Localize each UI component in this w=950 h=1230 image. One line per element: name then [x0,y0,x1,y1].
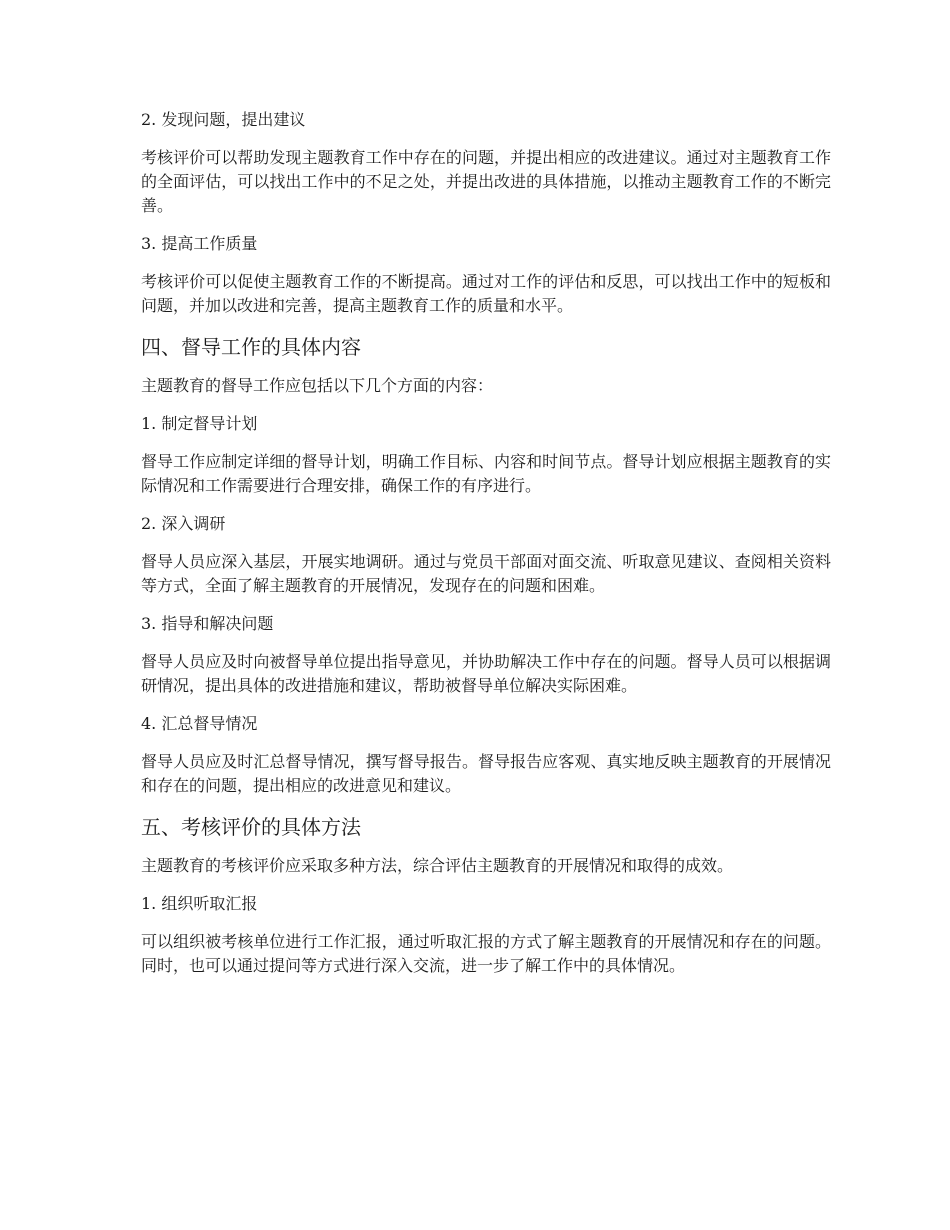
subheading-improve-quality: 3. 提高工作质量 [141,234,258,253]
section-heading-supervision-content: 四、督导工作的具体内容 [141,335,361,359]
section-heading-evaluation-methods: 五、考核评价的具体方法 [141,815,361,839]
paragraph: 督导人员应及时汇总督导情况，撰写督导报告。督导报告应客观、真实地反映主题教育的开展情况和存在的问题，提出相应的改进意见和建议。 [141,752,831,795]
paragraph: 考核评价可以促使主题教育工作的不断提高。通过对工作的评估和反思，可以找出工作中的短板和问题，并加以改进和完善，提高主题教育工作的质量和水平。 [141,272,831,315]
subheading-summarize: 4. 汇总督导情况 [141,714,258,733]
subheading-in-depth-research: 2. 深入调研 [141,514,226,533]
document-page [141,108,831,992]
paragraph: 督导人员应及时向被督导单位提出指导意见，并协助解决工作中存在的问题。督导人员可以根据调研情况，提出具体的改进措施和建议，帮助被督导单位解决实际困难。 [141,652,831,695]
paragraph: 主题教育的督导工作应包括以下几个方面的内容： [141,376,494,395]
subheading-hear-reports: 1. 组织听取汇报 [141,894,258,913]
paragraph: 考核评价可以帮助发现主题教育工作中存在的问题，并提出相应的改进建议。通过对主题教育工作的全面评估，可以找出工作中的不足之处，并提出改进的具体措施，以推动主题教育工作的不断完善。 [141,148,831,215]
paragraph: 督导工作应制定详细的督导计划，明确工作目标、内容和时间节点。督导计划应根据主题教育的实际情况和工作需要进行合理安排，确保工作的有序进行。 [141,452,831,495]
subheading-guide-and-solve: 3. 指导和解决问题 [141,614,274,633]
subheading-make-plan: 1. 制定督导计划 [141,414,258,433]
paragraph: 督导人员应深入基层，开展实地调研。通过与党员干部面对面交流、听取意见建议、查阅相关资料等方式，全面了解主题教育的开展情况，发现存在的问题和困难。 [141,552,831,595]
subheading-discover-problems: 2. 发现问题，提出建议 [141,110,306,129]
paragraph: 可以组织被考核单位进行工作汇报，通过听取汇报的方式了解主题教育的开展情况和存在的问题。同时，也可以通过提问等方式进行深入交流，进一步了解工作中的具体情况。 [141,932,831,975]
paragraph: 主题教育的考核评价应采取多种方法，综合评估主题教育的开展情况和取得的成效。 [141,856,734,875]
